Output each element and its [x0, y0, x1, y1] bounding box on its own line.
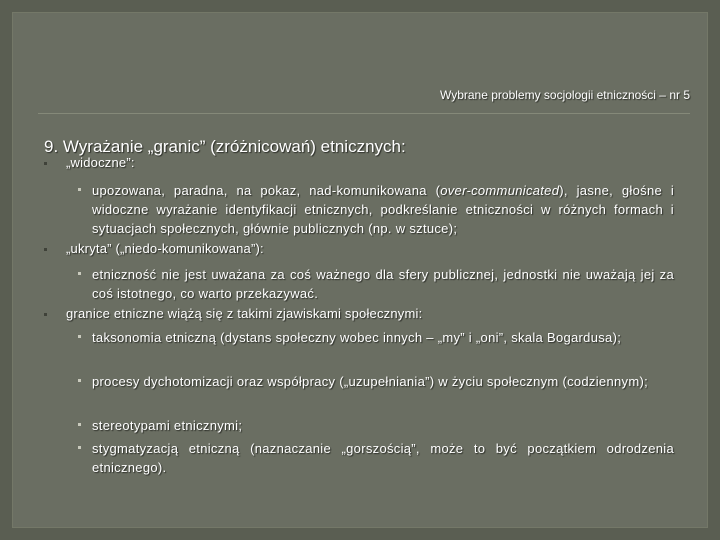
section-label: „ukryta” („niedo-komunikowana”): — [66, 241, 264, 256]
list-item — [92, 328, 674, 347]
list-item — [92, 439, 674, 477]
bullet-icon — [78, 272, 81, 275]
section-phenomena — [66, 306, 422, 321]
list-item — [92, 181, 674, 238]
bullet-icon — [44, 313, 47, 316]
bullet-icon — [78, 423, 81, 426]
list-item — [92, 265, 674, 303]
slide-header: Wybrane problemy socjologii etniczności – nr 5 — [439, 88, 690, 102]
item-text: procesy dychotomizacji oraz współpracy („uzupełniania”) w życiu społecznym (codziennym); — [92, 374, 648, 389]
list-item — [92, 416, 674, 435]
bullet-icon — [78, 379, 81, 382]
section-label: „widoczne”: — [66, 155, 135, 170]
item-text: stereotypami etnicznymi; — [92, 418, 243, 433]
item-text: taksonomia etniczną (dystans społeczny wobec innych – „my” i „oni”, skala Bogardusa); — [92, 330, 622, 345]
item-text: stygmatyzacją etniczną (naznaczanie „gorszością”, może to być początkiem odrodzenia etnicznego). — [92, 441, 674, 475]
bullet-icon — [78, 335, 81, 338]
bullet-icon — [78, 188, 81, 191]
section-hidden — [66, 241, 264, 256]
section-label: granice etniczne wiążą się z takimi zjawiskami społecznymi: — [66, 306, 423, 321]
item-text: etniczność nie jest uważana za coś ważnego dla sfery publicznej, jednostki nie uważają jej za coś istotnego, co warto przekazywać. — [92, 267, 674, 301]
bullet-icon — [44, 248, 47, 251]
header-divider — [38, 113, 690, 114]
section-visible — [66, 155, 135, 170]
bullet-icon — [78, 446, 81, 449]
slide-title: 9. Wyrażanie „granic” (zróżnicowań) etnicznych: — [44, 137, 406, 156]
bullet-icon — [44, 162, 47, 165]
list-item — [92, 372, 674, 391]
item-text-post: ), jasne, głośne i widoczne wyrażanie identyfikacji etnicznych, podkreślanie etniczności w różnych formach i sytuacjach społecznych, głównie publicznych (np. w sztuce); — [92, 183, 675, 236]
item-text-italic: over-communicated — [440, 183, 560, 198]
item-text-pre: upozowana, paradna, na pokaz, nad-komunikowana ( — [92, 183, 441, 198]
